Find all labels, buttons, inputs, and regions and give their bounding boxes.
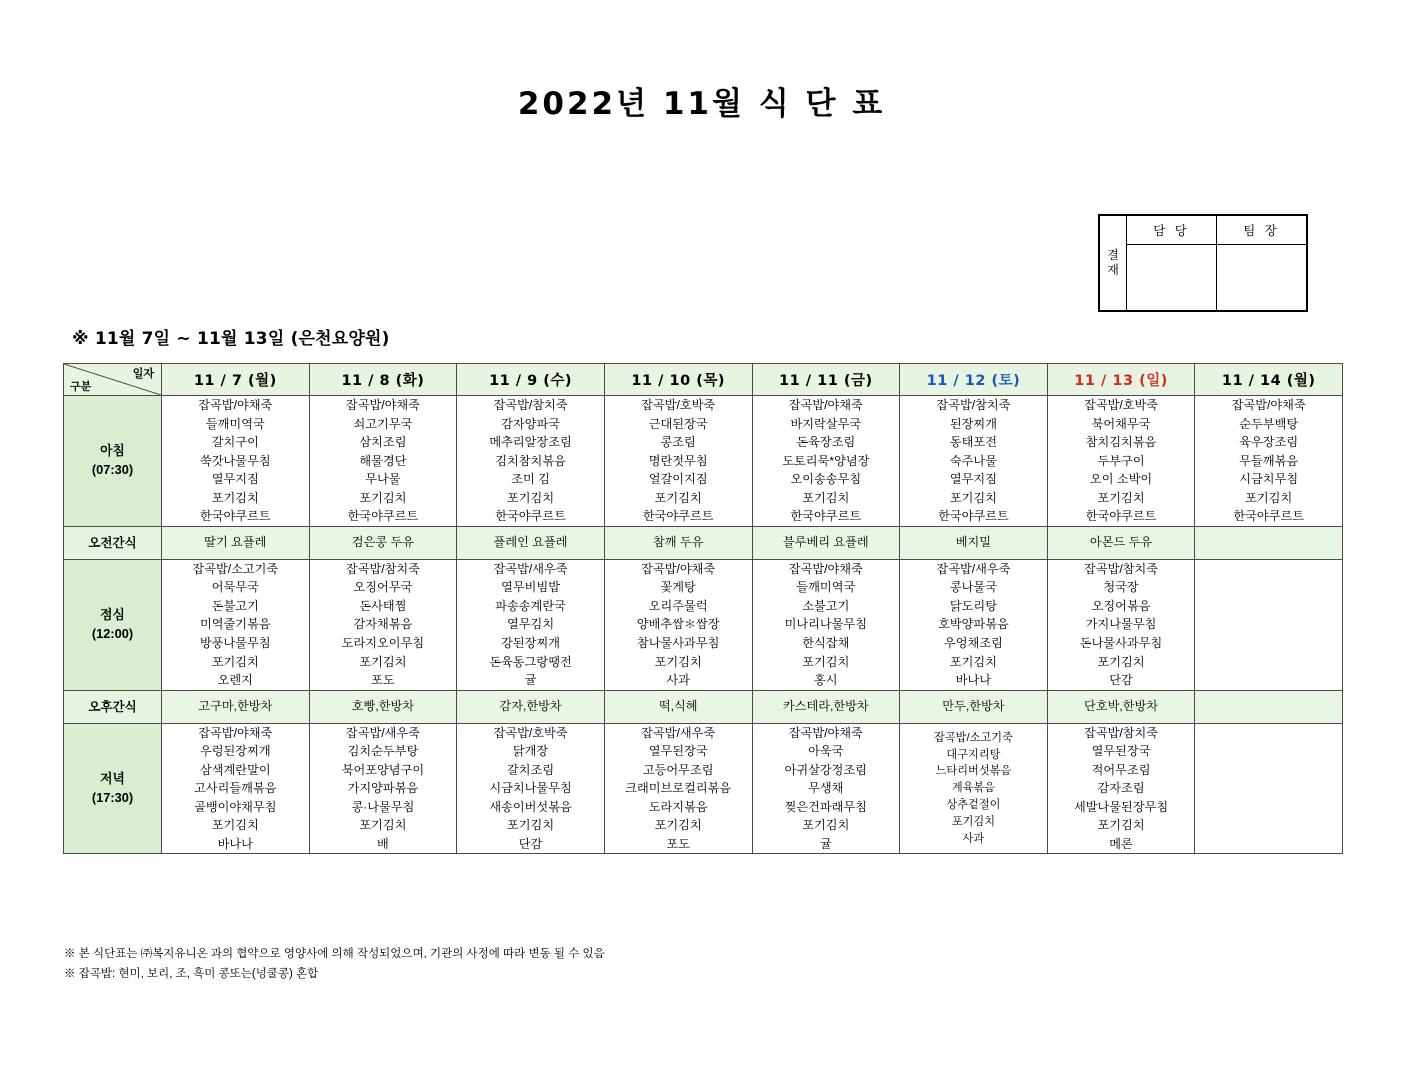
menu-cell — [604, 723, 752, 854]
menu-item: 열무지짐 — [949, 472, 997, 487]
menu-cell — [162, 690, 310, 723]
menu-item: 잡곡밥/야채죽 — [345, 398, 420, 412]
approval-column-staff: 담 당 — [1127, 216, 1217, 245]
row-label-line2: (07:30) — [91, 461, 134, 477]
menu-item: 김치순두부탕 — [347, 744, 419, 759]
menu-cell — [604, 559, 752, 690]
menu-item: 포기김치 — [1097, 654, 1145, 669]
footnote-0: ※ 본 식단표는 ㈜복지유니온 과의 협약으로 영양사에 의해 작성되었으며, 기관의 사정에 따라 변동 될 수 있음 — [64, 948, 605, 960]
menu-item: 찢은건파래무침 — [784, 799, 868, 814]
menu-item: 미역줄기볶음 — [199, 617, 271, 632]
menu-item: 한국야쿠르트 — [642, 509, 714, 524]
menu-item: 잡곡밥/새우죽 — [641, 725, 716, 740]
menu-item: 잡곡밥/호박죽 — [493, 725, 568, 740]
menu-item: 사과 — [666, 673, 690, 688]
row-label-line1: 오후간식 — [88, 699, 137, 714]
menu-item: 들깨미역국 — [205, 416, 265, 431]
menu-cell — [900, 526, 1048, 559]
menu-item: 검은콩 두유 — [351, 534, 415, 549]
menu-item: 가지양파볶음 — [347, 781, 419, 796]
menu-item: 아몬드 두유 — [1089, 534, 1153, 549]
menu-item: 우렁된장찌개 — [199, 744, 271, 759]
menu-item: 잡곡밥/참치죽 — [493, 398, 568, 412]
menu-item: 갈치조림 — [507, 762, 555, 777]
menu-item: 명란젓무침 — [648, 453, 708, 468]
menu-item: 한국야쿠르트 — [790, 509, 862, 524]
menu-item: 오리주물럭 — [648, 598, 708, 613]
menu-item: 잡곡밥/야채죽 — [1231, 398, 1306, 412]
menu-item: 고구마,한방차 — [198, 698, 273, 713]
date-range-subtitle: ※ 11월 7일 ~ 11월 13일 (은천요양원) — [72, 329, 390, 349]
menu-item: 들깨미역국 — [796, 580, 856, 595]
menu-cell — [1047, 690, 1195, 723]
approval-box — [1098, 214, 1308, 312]
menu-document-page — [0, 78, 1403, 1070]
menu-cell — [604, 396, 752, 527]
menu-cell — [752, 690, 900, 723]
menu-item: 잡곡밥/야채죽 — [198, 398, 273, 412]
menu-item: 한국야쿠르트 — [199, 509, 271, 524]
menu-item: 돈불고기 — [211, 598, 259, 613]
menu-item: 포도 — [666, 836, 690, 851]
row-label-line1: 아침 — [100, 443, 125, 459]
menu-item: 잡곡밥/야채죽 — [788, 561, 863, 576]
menu-item: 시금치무침 — [1239, 472, 1299, 487]
menu-item: 고등어무조림 — [642, 762, 714, 777]
menu-cell — [752, 526, 900, 559]
menu-cell — [752, 396, 900, 527]
menu-item: 사과 — [962, 832, 985, 845]
menu-item: 돈육장조림 — [796, 435, 856, 450]
menu-cell — [162, 396, 310, 527]
menu-item: 대구지리탕 — [946, 748, 1001, 761]
menu-item: 쑥갓나물무침 — [199, 453, 271, 468]
row-label — [64, 690, 162, 723]
menu-item: 오이 소박이 — [1089, 472, 1153, 487]
row-label-line1: 오전간식 — [88, 535, 137, 550]
menu-cell — [604, 690, 752, 723]
menu-item: 파송송계란국 — [495, 598, 566, 613]
menu-item: 떡,식혜 — [658, 698, 698, 713]
menu-item: 베지밀 — [955, 534, 992, 549]
menu-item: 감자,한방차 — [499, 698, 562, 713]
menu-row — [64, 396, 1343, 527]
menu-item: 배 — [377, 836, 389, 851]
menu-item: 호박양파볶음 — [938, 617, 1009, 632]
menu-item: 열무김치 — [507, 617, 555, 632]
menu-item: 잡곡밥/야채죽 — [198, 725, 273, 740]
menu-item: 상추겉절이 — [946, 798, 1001, 811]
menu-item: 열무비빔밥 — [501, 580, 560, 595]
menu-cell — [900, 396, 1048, 527]
table-header-row — [64, 364, 1343, 396]
menu-cell — [1195, 526, 1343, 559]
menu-item: 도토리묵*양념장 — [782, 453, 870, 468]
menu-cell — [457, 723, 605, 854]
menu-cell — [162, 559, 310, 690]
menu-cell — [1047, 559, 1195, 690]
row-label — [64, 559, 162, 690]
menu-item: 잡곡밥/참치죽 — [936, 398, 1011, 412]
menu-item: 한국야쿠르트 — [1233, 509, 1304, 524]
menu-row — [64, 723, 1343, 854]
menu-item: 강된장찌개 — [501, 636, 560, 651]
menu-cell — [752, 559, 900, 690]
menu-item: 포기김치 — [211, 490, 259, 505]
menu-cell — [457, 690, 605, 723]
menu-item: 무생채 — [808, 781, 844, 796]
menu-item: 잡곡밥/참치죽 — [345, 561, 420, 576]
menu-item: 돈사태찜 — [359, 598, 407, 613]
menu-item: 홍시 — [814, 673, 838, 688]
menu-item: 크래미브로컬리볶음 — [625, 781, 732, 796]
menu-cell — [1047, 526, 1195, 559]
menu-item: 포기김치 — [654, 818, 702, 833]
day-header-6: 11 / 13 (일) — [1047, 364, 1195, 396]
menu-cell — [309, 690, 457, 723]
menu-item: 닭개장 — [512, 744, 549, 759]
menu-item: 꽃게탕 — [660, 580, 696, 595]
corner-day-label: 일자 — [132, 368, 154, 380]
approval-sign-manager[interactable] — [1217, 245, 1307, 311]
menu-item: 단호박,한방차 — [1084, 698, 1159, 713]
menu-item: 콩나물국 — [949, 580, 997, 595]
menu-item: 포기김치 — [1245, 490, 1293, 505]
menu-cell — [1047, 396, 1195, 527]
menu-item: 한국야쿠르트 — [1085, 509, 1157, 524]
menu-cell — [1195, 396, 1343, 527]
menu-item: 바지락살무국 — [790, 416, 862, 431]
menu-item: 포기김치 — [507, 490, 555, 505]
menu-item: 딸기 요플레 — [204, 534, 267, 549]
menu-item: 양배추쌈＊쌈장 — [636, 617, 720, 632]
menu-item: 참나물사과무침 — [636, 636, 720, 651]
menu-item: 콩조림 — [660, 435, 696, 450]
day-header-1: 11 / 8 (화) — [309, 364, 457, 396]
menu-item: 열무된장국 — [648, 744, 708, 759]
day-header-7: 11 / 14 (월) — [1195, 364, 1343, 396]
menu-item: 얼갈이지짐 — [648, 472, 708, 487]
menu-item: 잡곡밥/소고기죽 — [934, 731, 1013, 744]
menu-item: 계육볶음 — [951, 782, 996, 795]
menu-item: 도라지볶음 — [648, 799, 708, 814]
menu-item: 참치김치볶음 — [1085, 435, 1157, 450]
menu-item: 잡곡밥/새우죽 — [493, 561, 568, 576]
menu-item: 해물경단 — [359, 453, 407, 468]
menu-item: 포기김치 — [802, 654, 850, 669]
menu-item: 포기김치 — [951, 815, 996, 828]
menu-item: 포기김치 — [1097, 490, 1145, 505]
menu-item: 아욱국 — [808, 744, 844, 759]
menu-item: 잡곡밥/야채죽 — [788, 725, 863, 740]
menu-item: 포기김치 — [359, 818, 407, 833]
menu-item: 삼색계란말이 — [199, 762, 271, 777]
menu-item: 두부구이 — [1097, 453, 1145, 468]
menu-item: 미나리나물무침 — [784, 617, 868, 632]
menu-item: 어묵무국 — [211, 580, 259, 595]
corner-category-label: 구분 — [70, 381, 92, 393]
menu-item: 포기김치 — [211, 818, 259, 833]
menu-item: 한식잡채 — [802, 636, 850, 651]
menu-item: 새송이버섯볶음 — [489, 799, 572, 814]
menu-cell — [1047, 723, 1195, 854]
day-header-4: 11 / 11 (금) — [752, 364, 900, 396]
menu-item: 열무지짐 — [211, 472, 259, 487]
day-header-5: 11 / 12 (토) — [900, 364, 1048, 396]
menu-item: 조미 김 — [511, 472, 550, 487]
menu-cell — [604, 526, 752, 559]
menu-item: 골뱅이야채무침 — [194, 799, 277, 814]
menu-item: 포기김치 — [802, 818, 850, 833]
menu-row — [64, 559, 1343, 690]
menu-item: 포기김치 — [507, 818, 555, 833]
menu-cell — [1195, 559, 1343, 690]
page-title: 2022년 11월 식 단 표 — [517, 86, 886, 122]
menu-item: 동태포전 — [949, 435, 997, 450]
menu-item: 고사리들깨볶음 — [194, 781, 277, 796]
menu-item: 소불고기 — [802, 598, 850, 613]
menu-item: 귤 — [819, 836, 832, 851]
menu-item: 육우장조림 — [1239, 435, 1299, 450]
menu-item: 무나물 — [365, 472, 401, 487]
menu-item: 삼치조림 — [359, 435, 407, 450]
row-label-line2: (17:30) — [91, 789, 134, 805]
menu-item: 돈나물사과무침 — [1079, 636, 1163, 651]
menu-cell — [309, 723, 457, 854]
menu-item: 김치참치볶음 — [495, 453, 566, 468]
menu-row — [64, 526, 1343, 559]
menu-item: 포기김치 — [211, 654, 259, 669]
menu-item: 포도 — [371, 673, 395, 688]
approval-column-manager: 팀 장 — [1217, 216, 1307, 245]
menu-item: 감자조림 — [1097, 781, 1145, 796]
menu-item: 적어무조림 — [1091, 762, 1151, 777]
approval-sign-staff[interactable] — [1127, 245, 1217, 311]
menu-item: 한국야쿠르트 — [495, 509, 566, 524]
menu-item: 잡곡밥/참치죽 — [1084, 561, 1159, 576]
row-label — [64, 526, 162, 559]
menu-item: 잡곡밥/새우죽 — [936, 561, 1011, 576]
row-label-line2: (12:00) — [91, 625, 134, 641]
menu-item: 블루베리 요플레 — [782, 534, 869, 549]
menu-item: 감자양파국 — [501, 416, 560, 431]
menu-cell — [900, 559, 1048, 690]
menu-item: 무들깨볶음 — [1239, 453, 1299, 468]
menu-cell — [309, 526, 457, 559]
menu-item: 방풍나물무침 — [199, 636, 271, 651]
menu-item: 플레인 요플레 — [493, 534, 568, 549]
menu-item: 순두부백탕 — [1239, 416, 1299, 431]
menu-item: 호빵,한방차 — [351, 698, 415, 713]
menu-cell — [900, 690, 1048, 723]
menu-item: 메론 — [1109, 836, 1133, 851]
menu-item: 오징어무국 — [353, 580, 413, 595]
menu-item: 포기김치 — [654, 490, 702, 505]
day-header-0: 11 / 7 (월) — [162, 364, 310, 396]
header-corner-cell — [64, 364, 162, 396]
menu-item: 돈육동그랑땡전 — [489, 654, 572, 669]
menu-item: 한국야쿠르트 — [347, 509, 419, 524]
menu-cell — [457, 526, 605, 559]
menu-cell — [309, 559, 457, 690]
menu-item: 갈치구이 — [211, 435, 259, 450]
weekly-menu-table — [63, 363, 1343, 854]
menu-item: 단감 — [518, 836, 543, 851]
menu-item: 메추리알장조림 — [489, 435, 572, 450]
footnote-1: ※ 잡곡밥: 현미, 보리, 조, 흑미 콩또는(넝쿨콩) 혼합 — [64, 968, 319, 981]
menu-item: 잡곡밥/호박죽 — [1084, 398, 1159, 412]
table-body — [64, 396, 1343, 854]
menu-item: 북어포양념구이 — [341, 762, 425, 777]
menu-item: 단감 — [1109, 673, 1133, 688]
menu-item: 된장찌개 — [949, 416, 997, 431]
menu-item: 포기김치 — [359, 654, 407, 669]
menu-item: 근대된장국 — [648, 416, 708, 431]
menu-cell — [457, 559, 605, 690]
row-label — [64, 723, 162, 854]
menu-item: 잡곡밥/소고기죽 — [192, 561, 279, 576]
approval-vertical-label: 결 재 — [1100, 216, 1127, 311]
menu-item: 한국야쿠르트 — [938, 509, 1009, 524]
footnotes — [64, 944, 605, 984]
menu-item: 열무된장국 — [1091, 744, 1151, 759]
menu-item: 북어채무국 — [1091, 416, 1151, 431]
row-label-line1: 저녁 — [100, 771, 125, 787]
menu-cell — [1195, 690, 1343, 723]
menu-cell — [162, 526, 310, 559]
day-header-3: 11 / 10 (목) — [604, 364, 752, 396]
menu-item: 도라지오이무침 — [341, 636, 425, 651]
menu-item: 닭도리탕 — [949, 598, 997, 613]
menu-item: 오징어볶음 — [1091, 598, 1151, 613]
menu-item: 포기김치 — [654, 654, 702, 669]
menu-item: 오이송송무침 — [790, 472, 862, 487]
menu-item: 포기김치 — [359, 490, 407, 505]
menu-cell — [309, 396, 457, 527]
menu-item: 콩·나물무침 — [351, 799, 415, 814]
menu-item: 잡곡밥/호박죽 — [641, 398, 716, 412]
menu-item: 가지나물무침 — [1085, 617, 1157, 632]
menu-item: 참깨 두유 — [652, 534, 704, 549]
menu-item: 쇠고기무국 — [353, 416, 413, 431]
menu-item: 잡곡밥/야채죽 — [788, 398, 863, 412]
menu-cell — [457, 396, 605, 527]
menu-item: 잡곡밥/새우죽 — [345, 725, 420, 740]
menu-item: 청국장 — [1103, 580, 1139, 595]
menu-item: 잡곡밥/참치죽 — [1084, 725, 1159, 740]
menu-item: 우엉채조림 — [944, 636, 1003, 651]
menu-item: 바나나 — [955, 673, 992, 688]
menu-item: 만두,한방차 — [942, 698, 1005, 713]
menu-row — [64, 690, 1343, 723]
menu-item: 오렌지 — [217, 673, 253, 688]
menu-item: 시금치나물무침 — [489, 781, 572, 796]
menu-item: 포기김치 — [949, 490, 997, 505]
menu-cell — [162, 723, 310, 854]
menu-cell — [752, 723, 900, 854]
menu-item: 잡곡밥/야채죽 — [641, 561, 716, 576]
menu-item: 포기김치 — [1097, 818, 1145, 833]
menu-item: 세발나물된장무침 — [1073, 799, 1169, 814]
menu-cell — [1195, 723, 1343, 854]
menu-item: 카스테라,한방차 — [782, 698, 869, 713]
menu-item: 귤 — [524, 673, 537, 688]
row-label — [64, 396, 162, 527]
menu-item: 바나나 — [217, 836, 253, 851]
menu-item: 감자채볶음 — [353, 617, 413, 632]
menu-cell — [900, 723, 1048, 854]
menu-item: 아귀살강정조림 — [784, 762, 868, 777]
day-header-2: 11 / 9 (수) — [457, 364, 605, 396]
menu-item: 포기김치 — [949, 654, 997, 669]
row-label-line1: 점심 — [100, 607, 125, 623]
menu-item: 포기김치 — [802, 490, 850, 505]
menu-item: 느타리버섯볶음 — [935, 765, 1012, 778]
menu-item: 숙주나물 — [949, 453, 997, 468]
